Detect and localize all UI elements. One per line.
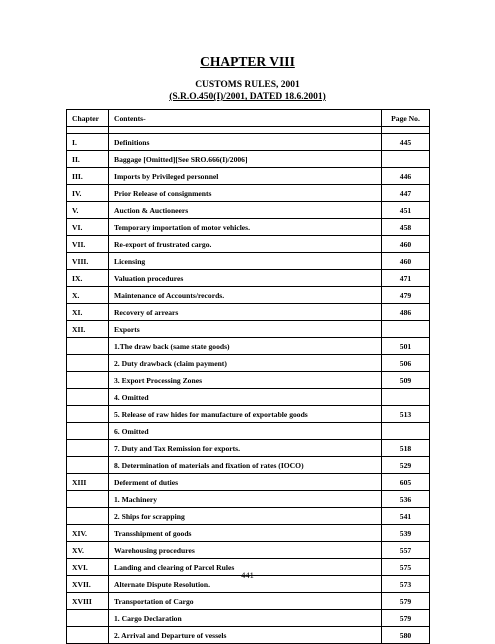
page-cell: 486: [382, 304, 430, 321]
table-row: [67, 474, 430, 491]
table-row: [67, 134, 430, 151]
contents-cell: 1.The draw back (same state goods): [109, 338, 382, 355]
table-row: [67, 627, 430, 644]
contents-cell: Prior Release of consignments: [109, 185, 382, 202]
document-title: CUSTOMS RULES, 2001: [195, 80, 300, 90]
chapter-cell: XII.: [67, 321, 109, 338]
page-cell: 451: [382, 202, 430, 219]
chapter-cell: IX.: [67, 270, 109, 287]
header-page: Page No.: [382, 110, 430, 127]
chapter-cell: X.: [67, 287, 109, 304]
chapter-cell: [67, 423, 109, 440]
contents-cell: 2. Arrival and Departure of vessels: [109, 627, 382, 644]
table-row: [67, 525, 430, 542]
chapter-cell: XIII: [67, 474, 109, 491]
page-cell: 529: [382, 457, 430, 474]
table-row: [67, 372, 430, 389]
contents-cell: 2. Ships for scrapping: [109, 508, 382, 525]
table-row: [67, 219, 430, 236]
page-cell: 445: [382, 134, 430, 151]
contents-cell: Licensing: [109, 253, 382, 270]
chapter-cell: XVI.: [67, 559, 109, 576]
chapter-cell: XVIII: [67, 593, 109, 610]
page-cell: 509: [382, 372, 430, 389]
page-cell: [382, 321, 430, 338]
page-cell: 446: [382, 168, 430, 185]
contents-cell: Warehousing procedures: [109, 542, 382, 559]
chapter-cell: III.: [67, 168, 109, 185]
contents-cell: 6. Omitted: [109, 423, 382, 440]
page-cell: [382, 389, 430, 406]
chapter-cell: II.: [67, 151, 109, 168]
table-row: [67, 287, 430, 304]
contents-cell: 7. Duty and Tax Remission for exports.: [109, 440, 382, 457]
table-row: [67, 491, 430, 508]
chapter-title: CHAPTER VIII: [200, 54, 295, 69]
chapter-cell: [67, 491, 109, 508]
page-cell: 471: [382, 270, 430, 287]
table-row: [67, 508, 430, 525]
page-cell: 518: [382, 440, 430, 457]
chapter-cell: XI.: [67, 304, 109, 321]
table-row: [67, 423, 430, 440]
page-cell: 479: [382, 287, 430, 304]
contents-cell: 4. Omitted: [109, 389, 382, 406]
header-chapter: Chapter: [67, 110, 109, 127]
chapter-cell: [67, 610, 109, 627]
chapter-cell: [67, 338, 109, 355]
chapter-cell: VI.: [67, 219, 109, 236]
contents-cell: Re-export of frustrated cargo.: [109, 236, 382, 253]
page-cell: 460: [382, 253, 430, 270]
chapter-cell: [67, 627, 109, 644]
table-row: [67, 440, 430, 457]
contents-cell: Transportation of Cargo: [109, 593, 382, 610]
table-header-row: [67, 110, 430, 127]
contents-cell: 1. Cargo Declaration: [109, 610, 382, 627]
chapter-cell: [67, 406, 109, 423]
chapter-cell: XV.: [67, 542, 109, 559]
spacer-cell: [67, 127, 109, 134]
contents-table: [66, 109, 430, 644]
contents-cell: Alternate Dispute Resolution.: [109, 576, 382, 593]
page-cell: 557: [382, 542, 430, 559]
page-cell: 579: [382, 610, 430, 627]
page-cell: 447: [382, 185, 430, 202]
chapter-cell: VIII.: [67, 253, 109, 270]
table-row: [67, 168, 430, 185]
chapter-cell: [67, 457, 109, 474]
table-row: [67, 457, 430, 474]
page-cell: 573: [382, 576, 430, 593]
table-row: [67, 406, 430, 423]
chapter-cell: [67, 440, 109, 457]
chapter-cell: I.: [67, 134, 109, 151]
table-row: [67, 185, 430, 202]
chapter-cell: IV.: [67, 185, 109, 202]
spacer-cell: [109, 127, 382, 134]
contents-cell: 8. Determination of materials and fixation of rates (IOCO): [109, 457, 382, 474]
page-cell: [382, 151, 430, 168]
table-row: [67, 253, 430, 270]
chapter-cell: [67, 389, 109, 406]
contents-cell: Temporary importation of motor vehicles.: [109, 219, 382, 236]
table-row: [67, 236, 430, 253]
header-contents: Contents-: [109, 110, 382, 127]
chapter-cell: V.: [67, 202, 109, 219]
page-cell: 513: [382, 406, 430, 423]
page-number: 441: [241, 570, 254, 580]
page-cell: [382, 423, 430, 440]
table-row: [67, 593, 430, 610]
contents-cell: 1. Machinery: [109, 491, 382, 508]
table-spacer-row: [67, 127, 430, 134]
contents-cell: 3. Export Processing Zones: [109, 372, 382, 389]
chapter-cell: [67, 508, 109, 525]
table-row: [67, 202, 430, 219]
table-row: [67, 389, 430, 406]
contents-cell: Imports by Privileged personnel: [109, 168, 382, 185]
contents-cell: 5. Release of raw hides for manufacture of exportable goods: [109, 406, 382, 423]
table-row: [67, 304, 430, 321]
contents-cell: Deferment of duties: [109, 474, 382, 491]
sro-reference: (S.R.O.450(I)/2001, DATED 18.6.2001): [169, 92, 326, 102]
page-cell: 506: [382, 355, 430, 372]
page-cell: 580: [382, 627, 430, 644]
table-row: [67, 151, 430, 168]
page-cell: 605: [382, 474, 430, 491]
contents-cell: 2. Duty drawback (claim payment): [109, 355, 382, 372]
table-row: [67, 321, 430, 338]
chapter-cell: [67, 372, 109, 389]
contents-cell: Definitions: [109, 134, 382, 151]
contents-cell: Valuation procedures: [109, 270, 382, 287]
page-cell: 539: [382, 525, 430, 542]
contents-cell: Maintenance of Accounts/records.: [109, 287, 382, 304]
page-cell: 501: [382, 338, 430, 355]
table-row: [67, 610, 430, 627]
table-row: [67, 338, 430, 355]
page-cell: 579: [382, 593, 430, 610]
contents-cell: Transshipment of goods: [109, 525, 382, 542]
page-cell: 541: [382, 508, 430, 525]
table-row: [67, 542, 430, 559]
chapter-cell: XVII.: [67, 576, 109, 593]
chapter-cell: XIV.: [67, 525, 109, 542]
page-cell: 458: [382, 219, 430, 236]
table-row: [67, 270, 430, 287]
chapter-cell: VII.: [67, 236, 109, 253]
contents-cell: Recovery of arrears: [109, 304, 382, 321]
spacer-cell: [382, 127, 430, 134]
page-cell: 575: [382, 559, 430, 576]
contents-cell: Auction & Auctioneers: [109, 202, 382, 219]
contents-cell: Baggage [Omitted][See SRO.666(I)/2006]: [109, 151, 382, 168]
page-cell: 460: [382, 236, 430, 253]
table-row: [67, 355, 430, 372]
page-cell: 536: [382, 491, 430, 508]
contents-cell: Landing and clearing of Parcel Rules: [109, 559, 382, 576]
contents-cell: Exports: [109, 321, 382, 338]
chapter-cell: [67, 355, 109, 372]
